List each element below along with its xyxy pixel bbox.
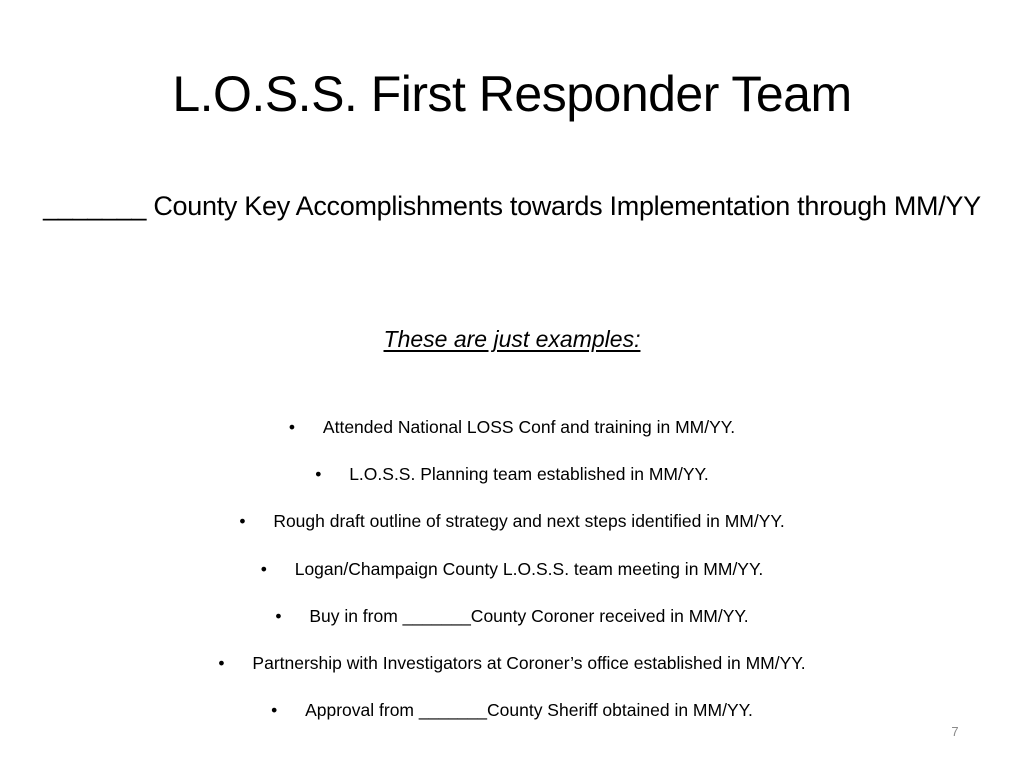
list-item <box>0 554 1024 601</box>
list-item <box>0 412 1024 459</box>
list-item-text: L.O.S.S. Planning team established in MM/YY. <box>349 464 709 485</box>
bullet-icon: • <box>260 558 267 579</box>
list-item <box>0 459 1024 506</box>
bullet-icon: • <box>315 464 322 485</box>
accomplishments-list <box>0 412 1024 742</box>
list-item-text: Approval from _______County Sheriff obtained in MM/YY. <box>305 700 753 721</box>
bullet-icon: • <box>239 511 246 532</box>
list-item <box>0 601 1024 648</box>
examples-note: These are just examples: <box>383 326 641 352</box>
list-item <box>0 695 1024 742</box>
bullet-icon: • <box>271 700 278 721</box>
slide-subtitle: _______ County Key Accomplishments towards Implementation through MM/YY <box>43 191 981 221</box>
list-item-text: Attended National LOSS Conf and training in MM/YY. <box>322 417 736 437</box>
bullet-icon: • <box>218 652 225 673</box>
list-item <box>0 648 1024 695</box>
list-item-text: Rough draft outline of strategy and next steps identified in MM/YY. <box>273 511 785 532</box>
page-number: 7 <box>951 724 959 739</box>
list-item <box>0 506 1024 553</box>
bullet-icon: • <box>288 417 296 437</box>
list-item-text: Buy in from _______County Coroner received in MM/YY. <box>309 605 749 626</box>
list-item-text: Logan/Champaign County L.O.S.S. team meeting in MM/YY. <box>294 558 764 579</box>
bullet-icon: • <box>275 605 282 626</box>
list-item-text: Partnership with Investigators at Coroner’s office established in MM/YY. <box>252 652 806 673</box>
slide-title: L.O.S.S. First Responder Team <box>172 66 852 122</box>
